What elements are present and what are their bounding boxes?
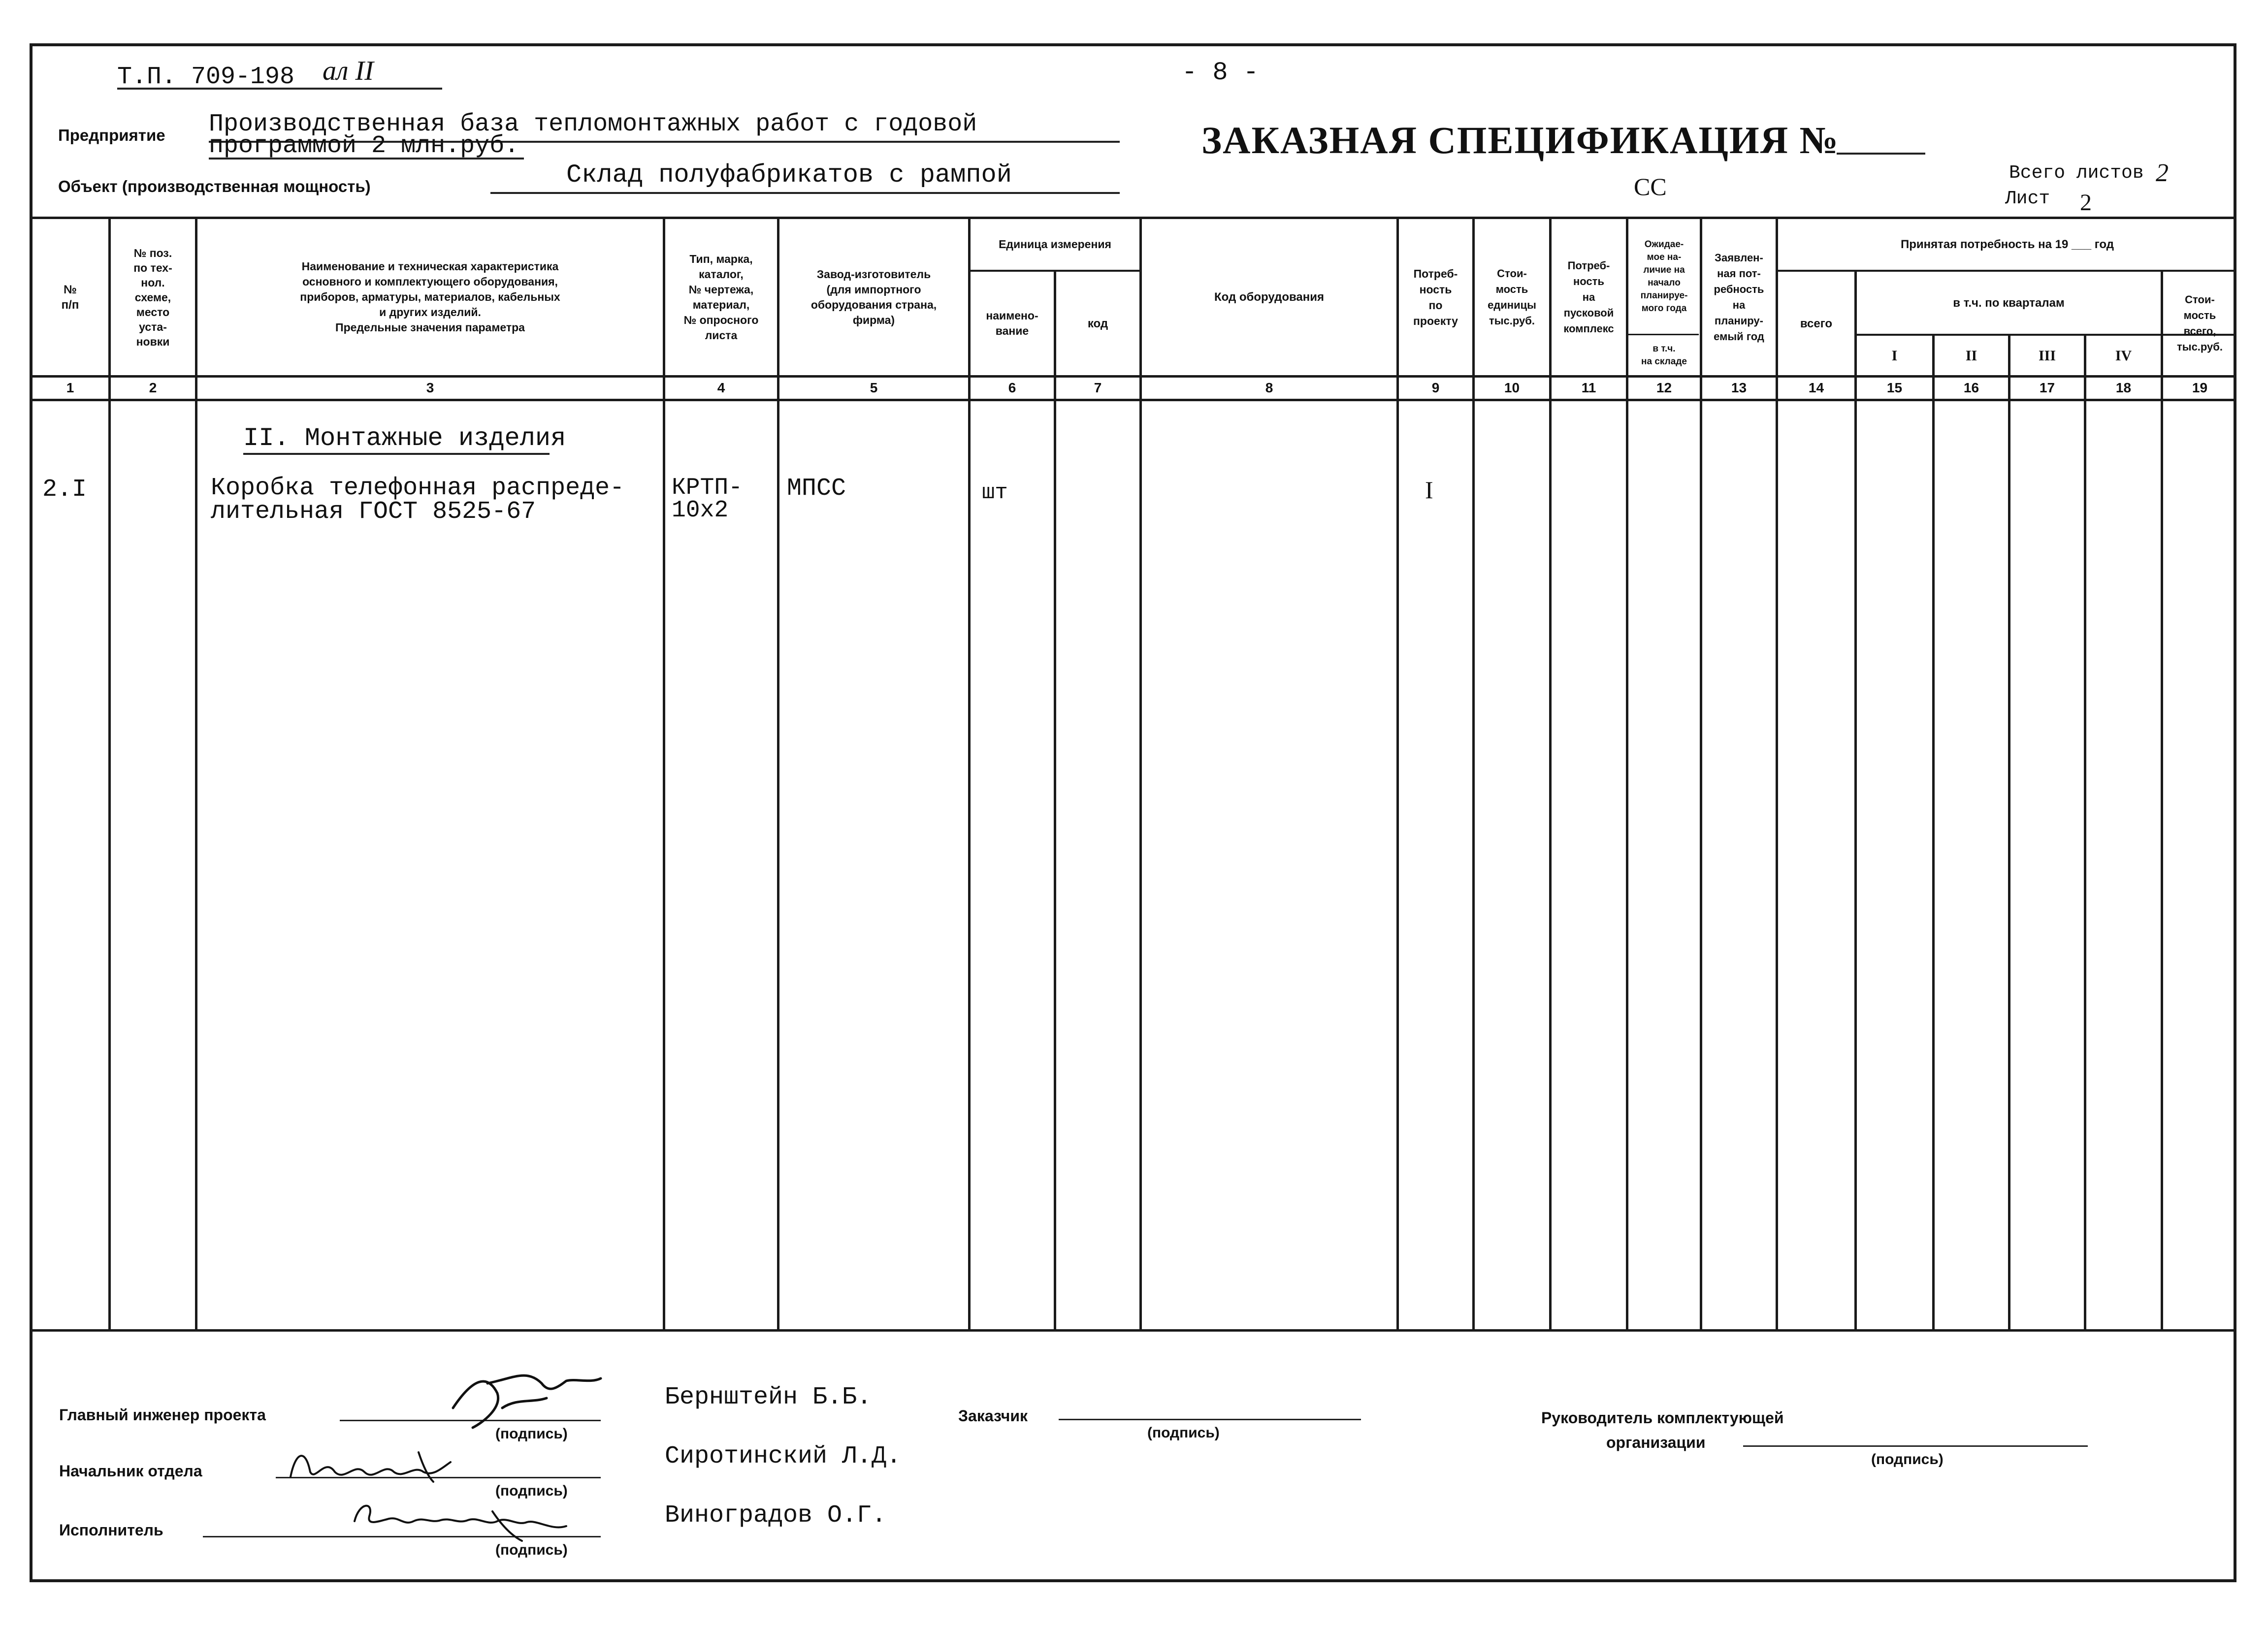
row-need: I <box>1425 476 1433 504</box>
column-number: 17 <box>2039 380 2055 395</box>
row-name: Коробка телефонная распреде- лительная ГОСТ 8525-67 <box>211 474 625 526</box>
header-c7: код <box>1087 317 1108 330</box>
header-q3: III <box>2038 347 2056 364</box>
col-divider <box>1932 334 1935 1329</box>
total-sheets-label: Всего листов <box>2009 162 2144 184</box>
doc-title: ЗАКАЗНАЯ СПЕЦИФИКАЦИЯ № <box>1201 119 1839 161</box>
column-number: 8 <box>1265 380 1273 395</box>
column-number: 4 <box>717 380 725 395</box>
dept-head-name: Сиротинский Л.Д. <box>665 1442 902 1470</box>
sheet-value: 2 <box>2080 190 2092 216</box>
header-c5: Завод-изготовитель (для импортного оборудования страна, фирма) <box>810 267 937 326</box>
col-divider <box>2008 334 2010 1329</box>
col-divider <box>1054 270 1056 1329</box>
header-c12-bottom: в т.ч. на складе <box>1641 343 1687 367</box>
col-divider <box>2161 270 2163 1329</box>
header-c13: Заявлен- ная пот- ребность на планиру- емый год <box>1714 251 1764 343</box>
column-number: 10 <box>1504 380 1520 395</box>
colnum-bottom-rule <box>30 399 2236 401</box>
header-q1: I <box>1891 347 1898 364</box>
signature-caption: (подпись) <box>495 1426 568 1442</box>
col-divider <box>2084 334 2086 1329</box>
album-handwritten: ал II <box>323 56 374 86</box>
header-c1: № п/п <box>61 283 79 312</box>
signature-caption: (подпись) <box>1871 1451 1944 1468</box>
header-unit-group: Единица измерения <box>999 238 1111 251</box>
header-c14: всего <box>1800 317 1833 330</box>
page-number: - 8 - <box>1182 58 1259 87</box>
column-number: 6 <box>1008 380 1016 395</box>
customer-label: Заказчик <box>958 1407 1028 1425</box>
header-c9: Потреб- ность по проекту <box>1413 267 1458 327</box>
executor-name: Виноградов О.Г. <box>665 1501 887 1530</box>
header-c11: Потреб- ность на пусковой комплекс <box>1563 259 1614 335</box>
section-title-underline <box>243 453 550 455</box>
column-number: 11 <box>1581 380 1596 395</box>
signature-caption: (подпись) <box>495 1542 568 1558</box>
row-number: 2.I <box>42 476 87 504</box>
supplier-label-line2: организации <box>1606 1434 1706 1451</box>
header-c4: Тип, марка, каталог, № чертежа, материал, № опросного листа <box>683 252 759 342</box>
column-number: 3 <box>426 380 434 395</box>
total-sheets-value: 2 <box>2156 159 2169 187</box>
spec-code: СС <box>1634 173 1667 200</box>
object-label: Объект (производственная мощность) <box>58 177 371 195</box>
column-number: 18 <box>2115 380 2132 395</box>
dept-head-label: Начальник отдела <box>59 1462 202 1480</box>
supplier-label-line1: Руководитель комплектующей <box>1541 1409 1784 1427</box>
header-c8: Код оборудования <box>1214 290 1325 304</box>
enterprise-underline2 <box>209 158 524 160</box>
enterprise-line1: Производственная база тепломонтажных работ с годовой <box>209 110 977 138</box>
table-bottom-rule <box>30 1329 2236 1332</box>
column-number: 19 <box>2192 380 2208 395</box>
row-maker: МПСС <box>787 475 846 503</box>
dept-head-signature <box>281 1437 458 1494</box>
row-type: КРТП- 10х2 <box>672 475 743 524</box>
object-value: Склад полуфабрикатов с рампой <box>566 160 1012 190</box>
enterprise-line2: программой 2 млн.руб. <box>209 132 519 160</box>
project-code-underline <box>117 88 442 90</box>
column-number: 9 <box>1431 380 1440 395</box>
column-number: 16 <box>1963 380 1979 395</box>
project-code: Т.П. 709-198 <box>117 63 295 91</box>
chief-engineer-name: Бернштейн Б.Б. <box>665 1383 872 1411</box>
header-c3: Наименование и техническая характеристика основного и комплектующего оборудования, приборов, арматуры, материалов, кабельных и других изделий. Предельные значения параметра <box>300 260 560 334</box>
column-number: 12 <box>1656 380 1672 395</box>
header-accepted-group: Принятая потребность на 19 ___ год <box>1901 238 2114 251</box>
executor-label: Исполнитель <box>59 1521 163 1539</box>
header-c12-top: Ожидае- мое на- личие на начало планируе- мого года <box>1640 239 1688 314</box>
column-number: 13 <box>1731 380 1747 395</box>
header-c19: Стои- мость всего, тыс.руб. <box>2177 293 2223 353</box>
chief-engineer-signature <box>443 1364 611 1435</box>
enterprise-label: Предприятие <box>58 126 165 144</box>
row-unit: шт <box>982 480 1008 505</box>
header-q4: IV <box>2115 347 2132 364</box>
header-c6: наимено- вание <box>986 309 1038 337</box>
object-underline <box>490 192 1120 194</box>
signature-caption: (подпись) <box>1147 1425 1220 1441</box>
column-number: 14 <box>1808 380 1824 395</box>
col-divider <box>1854 270 1857 1329</box>
header-q2: II <box>1965 347 1977 364</box>
executor-signature <box>345 1492 581 1553</box>
column-number: 5 <box>870 380 878 395</box>
section-title: II. Монтажные изделия <box>243 424 566 453</box>
column-number: 2 <box>149 380 157 395</box>
supplier-line <box>1743 1445 2088 1447</box>
chief-engineer-label: Главный инженер проекта <box>59 1406 266 1424</box>
column-number: 7 <box>1094 380 1102 395</box>
signature-caption: (подпись) <box>495 1483 568 1499</box>
column-number: 1 <box>66 380 74 395</box>
header-c2: № поз. по тех- нол. схеме, место уста- новки <box>133 246 172 348</box>
column-number: 15 <box>1886 380 1903 395</box>
sheet-label: Лист <box>2005 188 2050 209</box>
header-quarter-group: в т.ч. по кварталам <box>1953 296 2065 310</box>
doc-number-underline <box>1837 153 1925 155</box>
header-c10: Стои- мость единицы тыс.руб. <box>1488 267 1536 327</box>
customer-line <box>1059 1419 1361 1420</box>
